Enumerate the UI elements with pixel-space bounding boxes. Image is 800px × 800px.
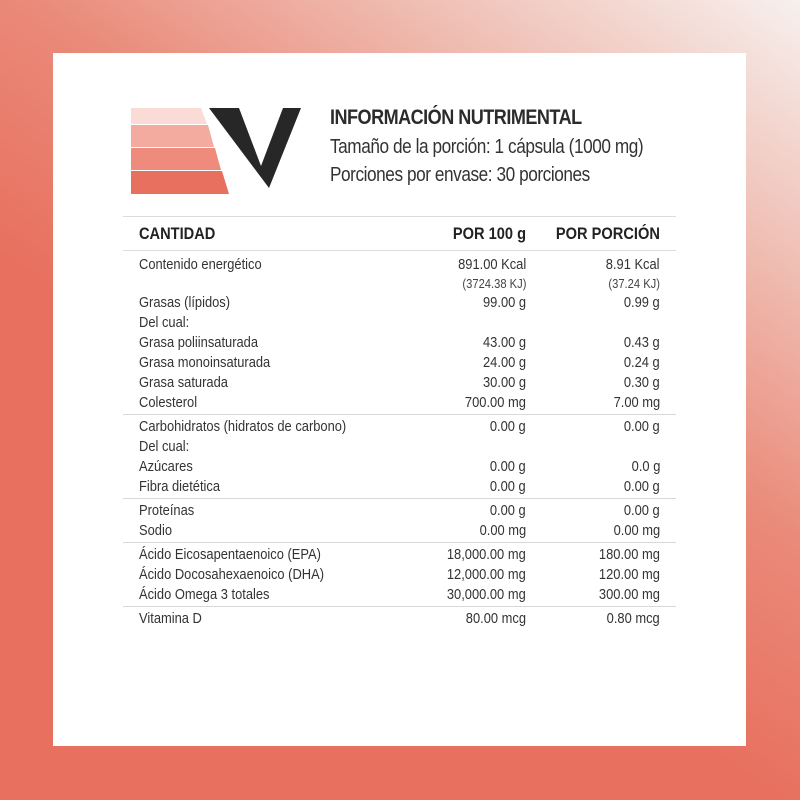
table-row (123, 477, 676, 497)
nutrient-name: Del cual: (139, 438, 190, 455)
nutrient-name: Del cual: (139, 314, 190, 331)
table-row (123, 293, 676, 313)
value-per-serving: 180.00 mg (599, 546, 660, 563)
value-per-serving: 0.00 g (624, 502, 660, 519)
value-per-100g: 43.00 g (482, 334, 526, 351)
nutrient-name: Sodio (139, 522, 173, 539)
value-per-100g: 0.00 g (490, 502, 526, 519)
table-row (123, 521, 676, 541)
value-per-serving: 0.00 g (624, 418, 660, 435)
value-per-100g: 24.00 g (482, 354, 526, 371)
nutrient-name: Fibra dietética (139, 478, 221, 495)
value-per-100g: 700.00 mg (465, 394, 526, 411)
nutrient-name: Grasa poliinsaturada (139, 334, 259, 351)
nutrient-name: Ácido Eicosapentaenoico (EPA) (139, 546, 321, 563)
value-per-100g: (3724.38 KJ) (461, 276, 526, 291)
nutrient-name: Grasa monoinsaturada (139, 354, 271, 371)
label-title: INFORMACIÓN NUTRIMENTAL (330, 106, 582, 129)
table-section (123, 543, 676, 607)
nutrition-label-panel (53, 53, 746, 746)
value-per-100g: 0.00 g (490, 418, 526, 435)
table-row (123, 353, 676, 373)
table-row (123, 373, 676, 393)
value-per-100g: 99.00 g (482, 294, 526, 311)
value-per-serving: 0.24 g (624, 354, 660, 371)
nutrient-name: Grasa saturada (139, 374, 228, 391)
value-per-serving: 0.43 g (624, 334, 660, 351)
table-row (123, 585, 676, 605)
servings-per-container: Porciones por envase: 30 porciones (330, 164, 590, 186)
value-per-serving: 7.00 mg (613, 394, 660, 411)
value-per-serving: 0.99 g (624, 294, 660, 311)
table-row (123, 255, 676, 275)
table-row (123, 313, 676, 333)
label-header (330, 103, 694, 189)
table-row (123, 275, 676, 293)
value-per-100g: 30.00 g (482, 374, 526, 391)
table-row (123, 393, 676, 413)
value-per-100g: 12,000.00 mg (447, 566, 526, 583)
table-header-row (123, 217, 676, 251)
table-body (123, 251, 676, 630)
brand-v-logo-icon (131, 108, 303, 194)
value-per-serving: 120.00 mg (599, 566, 660, 583)
nutrient-name: Grasas (lípidos) (139, 294, 231, 311)
nutrient-name: Colesterol (139, 394, 198, 411)
nutrient-name: Proteínas (139, 502, 195, 519)
value-per-serving: 0.0 g (631, 458, 660, 475)
table-section (123, 415, 676, 499)
value-per-100g: 80.00 mcg (465, 610, 526, 627)
value-per-serving: 0.80 mcg (606, 610, 660, 627)
value-per-100g: 0.00 g (490, 478, 526, 495)
nutrient-name: Ácido Docosahexaenoico (DHA) (139, 566, 324, 583)
table-section (123, 607, 676, 630)
table-row (123, 457, 676, 477)
value-per-serving: 0.00 mg (613, 522, 660, 539)
table-row (123, 417, 676, 437)
table-row (123, 565, 676, 585)
value-per-100g: 0.00 mg (479, 522, 526, 539)
value-per-serving: (37.24 KJ) (608, 276, 660, 291)
column-header-quantity: CANTIDAD (139, 224, 216, 243)
column-header-per-100g: POR 100 g (452, 224, 526, 243)
table-section (123, 251, 676, 415)
value-per-serving: 8.91 Kcal (606, 256, 660, 273)
table-row (123, 501, 676, 521)
table-row (123, 437, 676, 457)
table-section (123, 499, 676, 543)
nutrient-name: Carbohidratos (hidratos de carbono) (139, 418, 347, 435)
table-row (123, 545, 676, 565)
nutrient-name: Vitamina D (139, 610, 202, 627)
nutrition-table (123, 216, 676, 630)
nutrient-name: Contenido energético (139, 256, 262, 273)
value-per-serving: 0.30 g (624, 374, 660, 391)
value-per-serving: 300.00 mg (599, 586, 660, 603)
value-per-100g: 18,000.00 mg (447, 546, 526, 563)
serving-size: Tamaño de la porción: 1 cápsula (1000 mg) (330, 136, 644, 158)
table-row (123, 609, 676, 629)
value-per-100g: 30,000.00 mg (447, 586, 526, 603)
column-header-per-serving: POR PORCIÓN (556, 224, 660, 243)
value-per-100g: 0.00 g (490, 458, 526, 475)
nutrient-name: Ácido Omega 3 totales (139, 586, 270, 603)
nutrient-name: Azúcares (139, 458, 193, 475)
value-per-100g: 891.00 Kcal (457, 256, 526, 273)
value-per-serving: 0.00 g (624, 478, 660, 495)
table-row (123, 333, 676, 353)
